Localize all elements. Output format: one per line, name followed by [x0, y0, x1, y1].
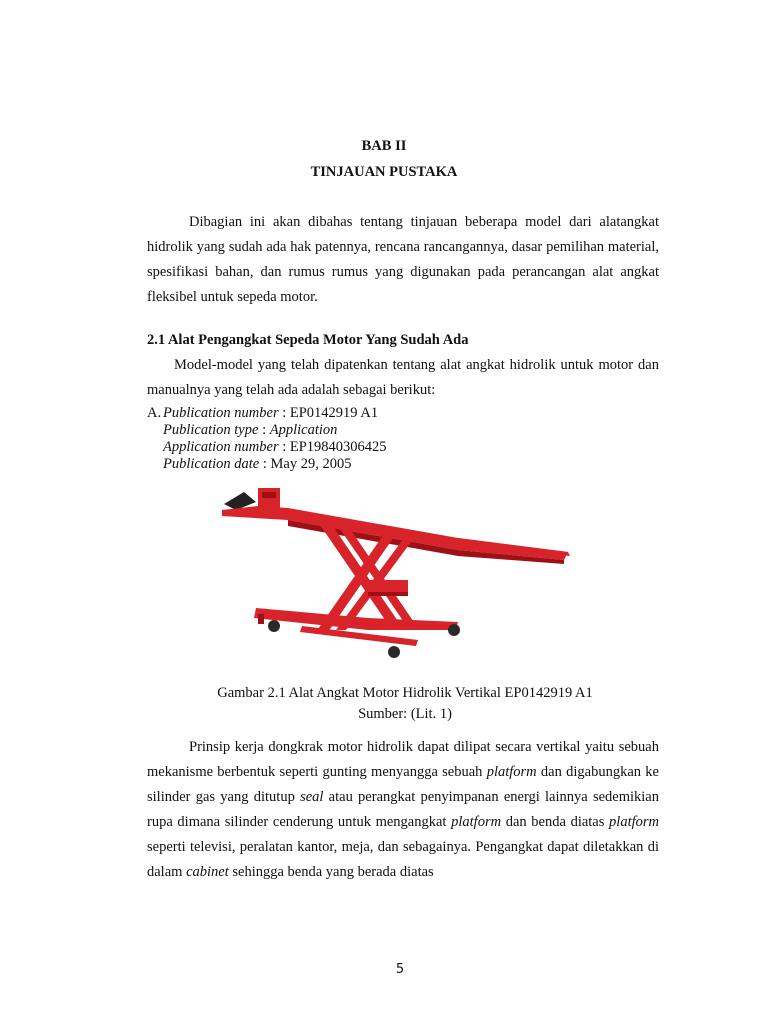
figure-caption: Gambar 2.1 Alat Angkat Motor Hidrolik Vertikal EP0142919 A1 [217, 685, 593, 701]
publication-number-value: EP0142919 A1 [289, 405, 379, 421]
body-text-segment: seperti televisi, peralatan kantor, meja, dan sebagainya. Pengangkat dapat diletakkan di dalam [147, 839, 659, 880]
publication-date-value: May 29, 2005 [270, 456, 352, 472]
body-italic-term: platform [451, 814, 502, 830]
cylinder-shadow-shape [368, 592, 408, 596]
page-number: 5 [395, 962, 405, 977]
caster-wheel-shape [388, 646, 400, 658]
caster-wheel-shape [448, 624, 460, 636]
base-foot-shape [258, 614, 264, 624]
intro-paragraph [147, 210, 659, 310]
body-italic-term: platform [486, 764, 537, 780]
body-text-segment: sehingga benda yang berada diatas [228, 864, 434, 880]
application-number-label: Application number [163, 439, 279, 455]
publication-row [163, 422, 337, 439]
publication-marker: A. [147, 405, 162, 421]
publication-row [163, 405, 378, 422]
application-number-value: EP19840306425 [289, 439, 387, 455]
publication-row [163, 439, 387, 456]
body-italic-term: cabinet [186, 864, 229, 880]
publication-type-separator: : [258, 422, 270, 438]
application-number-separator: : [278, 439, 290, 455]
publication-number-label: Publication number [163, 405, 279, 421]
caster-wheel-shape [268, 620, 280, 632]
body-italic-term: platform [609, 814, 659, 830]
chapter-title: TINJAUAN PUSTAKA [310, 164, 458, 180]
publication-row [163, 456, 352, 473]
publication-date-separator: : [259, 456, 271, 472]
body-text-segment: dan digabungkan ke silinder gas yang ditutup [147, 764, 659, 805]
wheel-clamp-detail-shape [262, 492, 276, 498]
section-heading: 2.1 Alat Pengangkat Sepeda Motor Yang Sudah Ada [147, 332, 469, 348]
body-text-segment: atau perangkat penyimpanan energi lainnya sedemikian rupa dimana silinder cenderung untuk mengangkat [147, 789, 659, 830]
figure-source: Sumber: (Lit. 1) [358, 706, 452, 722]
publication-date-label: Publication date [163, 456, 260, 472]
section-intro-text: Model-model yang telah dipatenkan tentang alat angkat hidrolik untuk motor dan manualnya yang telah ada adalah sebagai berikut: [147, 357, 659, 398]
body-text-segment: Prinsip kerja dongkrak motor hidrolik dapat dilipat secara vertikal yaitu sebuah mekanisme berbentuk seperti gunting menyangga sebuah [147, 739, 659, 780]
body-italic-term: seal [300, 789, 324, 805]
body-text-segment: dan benda diatas [501, 814, 610, 830]
publication-type-label: Publication type [163, 422, 259, 438]
intro-paragraph-text: Dibagian ini akan dibahas tentang tinjauan beberapa model dari alatangkat hidrolik yang sudah ada hak patennya, rencana rancangannya, dasar pemilihan material, spesifikasi bahan, dan rumus rumus yang digunakan pada perancangan alat angkat fleksibel untuk sepeda motor. [147, 214, 659, 305]
section-intro-paragraph [147, 353, 659, 403]
publication-type-value: Application [269, 422, 338, 438]
chapter-number: BAB II [361, 138, 407, 154]
motorcycle-lift-image [218, 480, 574, 662]
body-paragraph [147, 735, 659, 885]
publication-number-separator: : [278, 405, 290, 421]
